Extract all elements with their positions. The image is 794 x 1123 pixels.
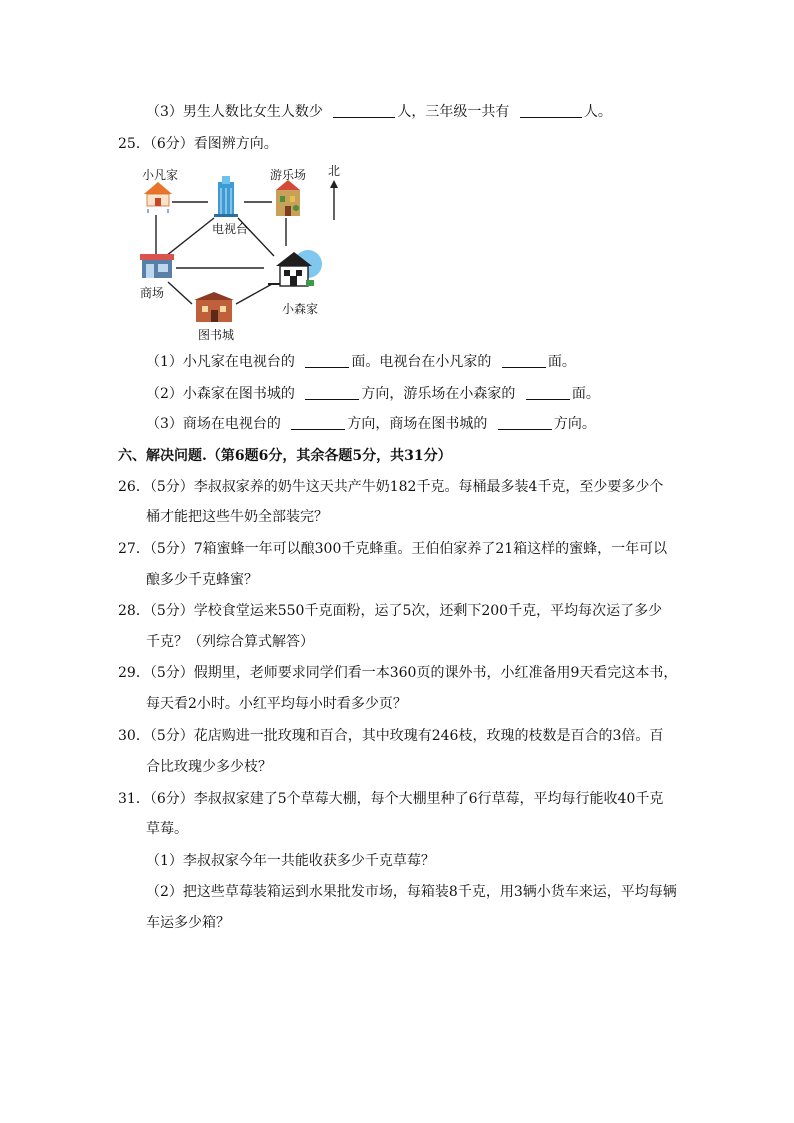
section6-heading: 六、解决问题.（第6题6分，其余各题5分，共31分） — [118, 448, 452, 464]
map-label-xiaosen: 小森家 — [282, 302, 319, 316]
q26-line2: 桶才能把这些牛奶全部装完？ — [146, 509, 328, 525]
q25-part3-text-a: （3）商场在电视台的 — [146, 416, 281, 432]
answer-blank[interactable] — [305, 385, 359, 400]
map-label-park: 游乐场 — [270, 168, 307, 182]
q25-part2-text-b: 方向，游乐场在小森家的 — [361, 386, 516, 402]
q25-part1-text-a: （1）小凡家在电视台的 — [146, 354, 295, 370]
answer-blank[interactable] — [502, 353, 546, 368]
q27-line2: 酿多少千克蜂蜜？ — [146, 572, 258, 588]
q28-line2: 千克？（列综合算式解答） — [146, 634, 314, 650]
q24-part3 — [146, 103, 612, 121]
q31-sub2-line2: 车运多少箱？ — [146, 915, 230, 931]
answer-blank[interactable] — [333, 103, 395, 118]
amusement-park-icon — [276, 180, 300, 216]
answer-blank[interactable] — [291, 415, 345, 430]
q31-line2: 草莓。 — [146, 821, 188, 837]
shop-icon — [140, 254, 174, 278]
answer-blank[interactable] — [520, 103, 582, 118]
q27-line1: 27．（5分）7箱蜜蜂一年可以酿300千克蜂重。王伯伯家养了21箱这样的蜜蜂，一年可以 — [118, 541, 668, 557]
tower-icon — [214, 176, 238, 217]
library-icon — [194, 292, 234, 322]
answer-blank[interactable] — [305, 353, 349, 368]
q30-line1: 30．（5分）花店购进一批玫瑰和百合，其中玫瑰有246枝，玫瑰的枝数是百合的3倍。百 — [118, 728, 664, 744]
answer-blank[interactable] — [526, 385, 570, 400]
map-label-tv: 电视台 — [212, 222, 249, 236]
q25-part3 — [146, 415, 596, 433]
q24-part3-text-b: 人，三年级一共有 — [397, 104, 510, 120]
q28-line1: 28．（5分）学校食堂运来550千克面粉，运了5次，还剩下200千克，平均每次运了多少 — [118, 603, 663, 619]
answer-blank[interactable] — [498, 415, 552, 430]
q25-title: 25．（6分）看图辨方向。 — [118, 136, 278, 152]
q24-part3-text-a: （3）男生人数比女生人数少 — [146, 104, 323, 120]
q25-part3-text-c: 方向。 — [553, 416, 596, 432]
north-arrow-icon — [330, 180, 338, 220]
home-icon — [268, 250, 322, 286]
map-label-library: 图书城 — [198, 328, 235, 342]
q26-line1: 26．（5分）李叔叔家养的奶牛这天共产牛奶182千克。每桶最多装4千克，至少要多少个 — [118, 479, 664, 495]
q31-sub2-line1: （2）把这些草莓装箱运到水果批发市场，每箱装8千克，用3辆小货车来运，平均每辆 — [146, 884, 677, 900]
direction-map — [136, 160, 346, 345]
q29-line1: 29．（5分）假期里，老师要求同学们看一本360页的课外书，小红准备用9天看完这本书， — [118, 665, 678, 681]
q25-part3-text-b: 方向，商场在图书城的 — [347, 416, 488, 432]
house-icon — [144, 182, 172, 213]
map-label-mall: 商场 — [140, 286, 165, 300]
q31-line1: 31．（6分）李叔叔家建了5个草莓大棚，每个大棚里种了6行草莓，平均每行能收40千克 — [118, 791, 664, 807]
q25-part1 — [146, 353, 576, 371]
q25-part2 — [146, 385, 600, 403]
q30-line2: 合比玫瑰少多少枝？ — [146, 759, 272, 775]
q25-part2-text-c: 面。 — [571, 386, 600, 402]
q25-part1-text-b: 面。电视台在小凡家的 — [351, 354, 492, 370]
q24-part3-text-c: 人。 — [583, 104, 612, 120]
q29-line2: 每天看2小时。小红平均每小时看多少页？ — [146, 696, 407, 712]
q31-sub1: （1）李叔叔家今年一共能收获多少千克草莓？ — [146, 853, 435, 869]
map-label-xiaofan: 小凡家 — [142, 168, 179, 182]
q25-part1-text-c: 面。 — [547, 354, 576, 370]
map-label-north: 北 — [328, 164, 341, 178]
q25-part2-text-a: （2）小森家在图书城的 — [146, 386, 295, 402]
map-lines — [136, 160, 346, 345]
